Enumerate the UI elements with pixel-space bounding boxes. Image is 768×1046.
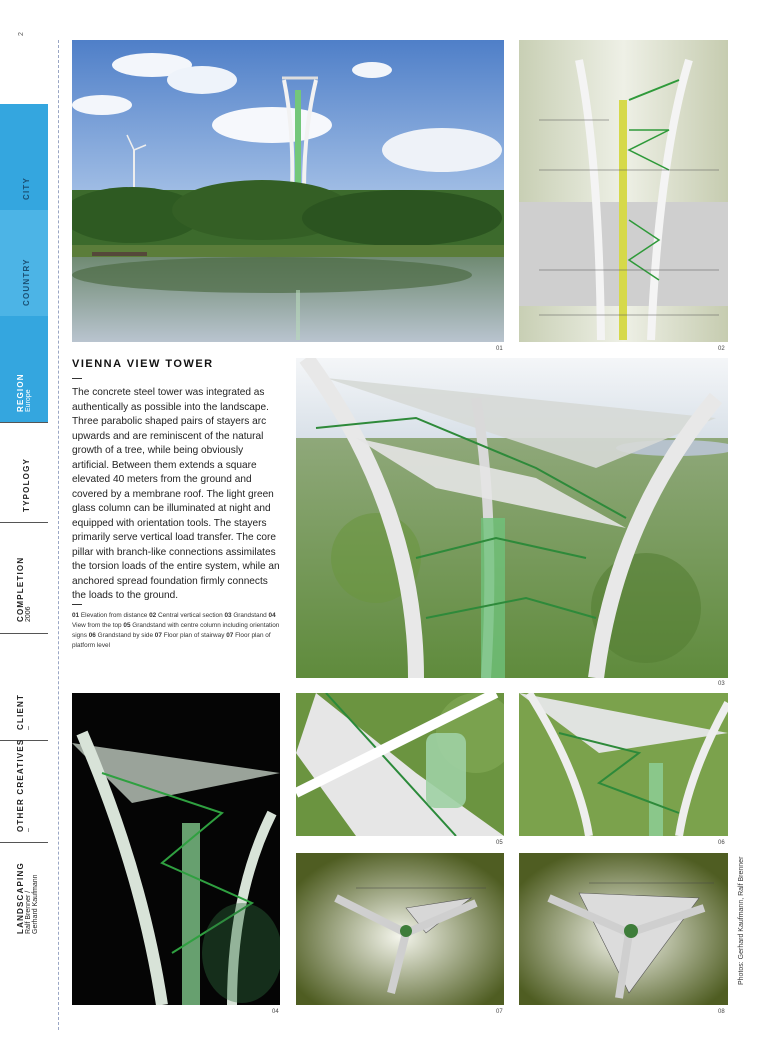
typology-label: TYPOLOGY: [22, 457, 31, 512]
image-number: 06: [718, 840, 725, 846]
image-number: 08: [718, 1009, 725, 1015]
landscaping-label: LANDSCAPING Ralf Brenner / Gerhard Kaufmann: [16, 862, 39, 934]
photo-grandstand-by-side: [519, 693, 728, 836]
article-title: VIENNA VIEW TOWER: [72, 358, 214, 370]
city-label: CITY: [22, 176, 31, 200]
image-number: 04: [272, 1009, 279, 1015]
other-creatives-value: –: [25, 828, 32, 832]
image-number: 01: [496, 346, 503, 352]
region-label: REGION Europe: [16, 373, 32, 412]
client-value: –: [25, 726, 32, 730]
drawing-floor-plan-platform: [519, 853, 728, 1005]
caption-rule: [72, 604, 82, 605]
region-value: Europe: [25, 389, 32, 412]
sidebar-divider: [58, 40, 59, 1030]
photo-view-from-top: [72, 693, 280, 1005]
image-number: 05: [496, 840, 503, 846]
client-label: CLIENT –: [16, 693, 32, 730]
photo-credit: Photos: Gerhard Kaufmann, Ralf Brenner: [738, 856, 745, 985]
image-captions: 01 Elevation from distance 02 Central vertical section 03 Grandstand 04 View from the top 05 Grandstand with centre column including orientation signs 06 Grandstand by side 07 Floor plan of stairway 07 Floor plan of platform level: [72, 612, 280, 649]
image-number: 07: [496, 1009, 503, 1015]
completion-value: 2006: [25, 606, 32, 622]
sidebar-separator: [0, 522, 48, 523]
sidebar-separator: [0, 633, 48, 634]
sidebar-separator: [0, 842, 48, 843]
image-number: 03: [718, 681, 725, 687]
drawing-central-vertical-section: [519, 40, 728, 342]
other-creatives-label: OTHER CREATIVES –: [16, 738, 32, 832]
title-rule: [72, 378, 82, 379]
page-number: 2: [18, 32, 25, 36]
article-body: The concrete steel tower was integrated as authentically as possible into the landscape. Three parabolic shaped pairs of stayers arc upwards and are reminiscent of the natural growth of a tree, while being obviously artificial. Between them extends a square elevated 40 meters from the ground and covered by a membrane roof. The light green glass column can be illuminated at night and equipped with orientation tools. The stayers primarily serve vertical load transfer. The core pillar with branch-like connections assimilates the torsion loads of the entire system, while an anchored spread foundation firmly connects the loads to the ground.: [72, 387, 280, 601]
completion-label: COMPLETION 2006: [16, 556, 32, 622]
photo-grandstand-centre-column: [296, 693, 504, 836]
landscaping-value-2: Gerhard Kaufmann: [32, 874, 39, 934]
image-number: 02: [718, 346, 725, 352]
drawing-floor-plan-stairway: [296, 853, 504, 1005]
photo-elevation-from-distance: [72, 40, 504, 342]
country-label: COUNTRY: [22, 258, 31, 306]
photo-grandstand: [296, 358, 728, 678]
sidebar-separator: [0, 422, 48, 423]
landscaping-value-1: Ralf Brenner /: [25, 890, 32, 934]
